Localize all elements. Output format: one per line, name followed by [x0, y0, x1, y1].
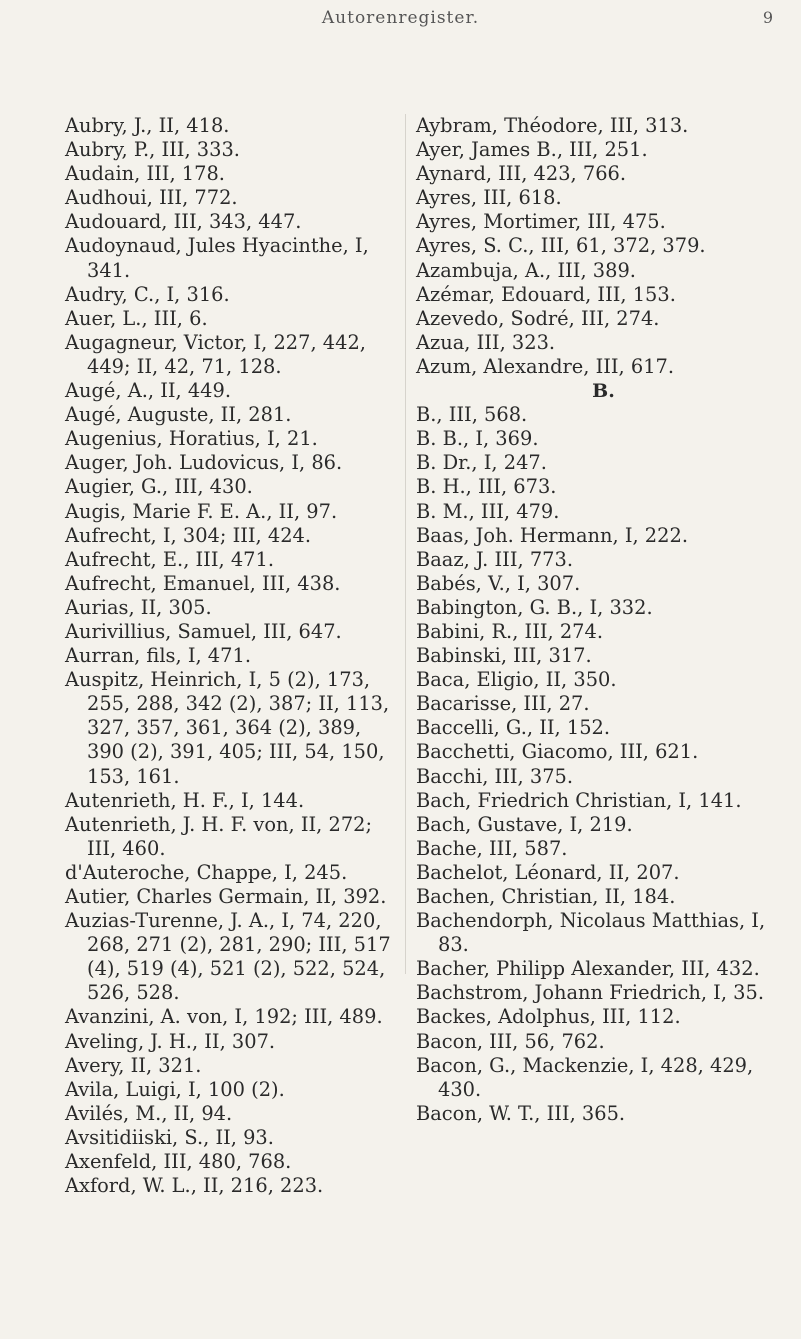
- index-entry: B. Dr., I, 247.: [416, 451, 547, 475]
- index-entry: Babinski, III, 317.: [416, 644, 592, 668]
- index-entry: d'Auteroche, Chappe, I, 245.: [65, 860, 348, 884]
- index-entry: Aurran, fils, I, 471.: [65, 644, 251, 668]
- index-entry: Azambuja, A., III, 389.: [416, 258, 636, 282]
- index-entry: Auger, Joh. Ludovicus, I, 86.: [65, 451, 343, 475]
- index-entry: Baaz, J. III, 773.: [416, 547, 573, 571]
- index-entry: B. H., III, 673.: [416, 475, 557, 499]
- index-entry: Azevedo, Sodré, III, 274.: [416, 306, 660, 330]
- index-entry: Audoynaud, Jules Hyacinthe, I, 341.: [65, 234, 369, 282]
- index-entry: Bachelot, Léonard, II, 207.: [416, 860, 680, 884]
- index-entry: Augier, G., III, 430.: [65, 475, 253, 499]
- page-number: 9: [762, 8, 773, 27]
- index-entry: Augé, A., II, 449.: [65, 379, 232, 403]
- index-entry: Bacon, W. T., III, 365.: [416, 1101, 626, 1125]
- left-column: [65, 114, 395, 1198]
- index-entry: Audouard, III, 343, 447.: [65, 210, 302, 234]
- index-entry: Ayres, Mortimer, III, 475.: [416, 210, 666, 234]
- index-entry: Audry, C., I, 316.: [65, 282, 230, 306]
- index-entry: B., III, 568.: [416, 403, 528, 427]
- index-entry: Avery, II, 321.: [65, 1053, 202, 1077]
- index-entry: Avilés, M., II, 94.: [65, 1101, 233, 1125]
- index-entry: Bachstrom, Johann Friedrich, I, 35.: [416, 981, 764, 1005]
- index-entry: Aubry, J., II, 418.: [65, 114, 230, 137]
- index-entry: Aufrecht, E., III, 471.: [65, 547, 275, 571]
- index-entry: Auspitz, Heinrich, I, 5 (2), 173, 255, 288, 342 (2), 387; II, 113, 327, 357, 361, 364 (2), 389, 390 (2), 391, 405; III, 54, 150, 153, 161.: [65, 668, 390, 788]
- index-entry: Ayres, S. C., III, 61, 372, 379.: [416, 234, 706, 258]
- page-header: [0, 8, 801, 32]
- index-entry: B. B., I, 369.: [416, 427, 539, 451]
- index-entry: Ayer, James B., III, 251.: [416, 138, 648, 162]
- index-entry: Azua, III, 323.: [416, 330, 556, 354]
- index-entry: Auzias-Turenne, J. A., I, 74, 220, 268, 271 (2), 281, 290; III, 517 (4), 519 (4), 521 (2), 522, 524, 526, 528.: [65, 909, 391, 1005]
- index-entry: Autenrieth, H. F., I, 144.: [65, 788, 305, 812]
- index-entry: Axford, W. L., II, 216, 223.: [65, 1174, 324, 1198]
- index-entry: Aufrecht, Emanuel, III, 438.: [65, 571, 341, 595]
- index-entry: Aurivillius, Samuel, III, 647.: [65, 619, 342, 643]
- index-entry: Baas, Joh. Hermann, I, 222.: [416, 523, 688, 547]
- index-entry: Augis, Marie F. E. A., II, 97.: [65, 499, 338, 523]
- index-entry: Aufrecht, I, 304; III, 424.: [65, 523, 312, 547]
- index-entry: Augé, Auguste, II, 281.: [65, 403, 292, 427]
- column-divider: [405, 114, 406, 974]
- index-entry: Bach, Gustave, I, 219.: [416, 812, 633, 836]
- index-entry: Azémar, Edouard, III, 153.: [416, 282, 676, 306]
- index-entry: Bacchetti, Giacomo, III, 621.: [416, 740, 699, 764]
- index-entry: Babés, V., I, 307.: [416, 571, 581, 595]
- index-entry: Bacher, Philipp Alexander, III, 432.: [416, 957, 760, 981]
- index-entry: Axenfeld, III, 480, 768.: [65, 1150, 292, 1174]
- section-heading: B.: [592, 380, 615, 403]
- index-entry: Autier, Charles Germain, II, 392.: [65, 885, 387, 908]
- index-entry: Bacon, G., Mackenzie, I, 428, 429, 430.: [416, 1053, 754, 1101]
- index-entry: Aubry, P., III, 333.: [65, 138, 240, 162]
- index-entry: Augenius, Horatius, I, 21.: [65, 427, 318, 451]
- index-entry: Aybram, Théodore, III, 313.: [416, 114, 689, 137]
- index-entry: Avila, Luigi, I, 100 (2).: [65, 1077, 285, 1101]
- index-entry: Auer, L., III, 6.: [65, 306, 208, 330]
- index-entry: Aveling, J. H., II, 307.: [65, 1029, 276, 1053]
- index-entry: Bacon, III, 56, 762.: [416, 1029, 605, 1053]
- index-entry: Baccelli, G., II, 152.: [416, 716, 611, 740]
- index-entry: Babini, R., III, 274.: [416, 619, 604, 643]
- index-entry: Azum, Alexandre, III, 617.: [416, 354, 675, 378]
- index-entry: Ayres, III, 618.: [416, 186, 562, 210]
- index-entry: Baca, Eligio, II, 350.: [416, 668, 617, 692]
- index-entry: Audain, III, 178.: [65, 162, 225, 186]
- index-entry: Bachendorph, Nicolaus Matthias, I, 83.: [416, 909, 766, 957]
- right-column: [416, 114, 791, 1126]
- index-entry: Aurias, II, 305.: [65, 595, 212, 619]
- index-entry: Avanzini, A. von, I, 192; III, 489.: [65, 1005, 383, 1029]
- index-entry: Backes, Adolphus, III, 112.: [416, 1005, 681, 1029]
- running-head: Autorenregister.: [321, 8, 480, 28]
- index-entry: B. M., III, 479.: [416, 499, 560, 523]
- index-entry: Bache, III, 587.: [416, 836, 568, 860]
- index-entry: Autenrieth, J. H. F. von, II, 272; III, 460.: [65, 812, 373, 860]
- index-entry: Bachen, Christian, II, 184.: [416, 885, 676, 908]
- index-entry: Aynard, III, 423, 766.: [416, 162, 627, 186]
- index-entry: Bach, Friedrich Christian, I, 141.: [416, 788, 742, 812]
- index-entry: Bacchi, III, 375.: [416, 764, 574, 788]
- index-entry: Avsitidiiski, S., II, 93.: [65, 1125, 274, 1149]
- index-entry: Bacarisse, III, 27.: [416, 692, 590, 716]
- index-entry: Babington, G. B., I, 332.: [416, 595, 653, 619]
- index-entry: Audhoui, III, 772.: [65, 186, 238, 210]
- index-entry: Augagneur, Victor, I, 227, 442, 449; II, 42, 71, 128.: [65, 330, 366, 378]
